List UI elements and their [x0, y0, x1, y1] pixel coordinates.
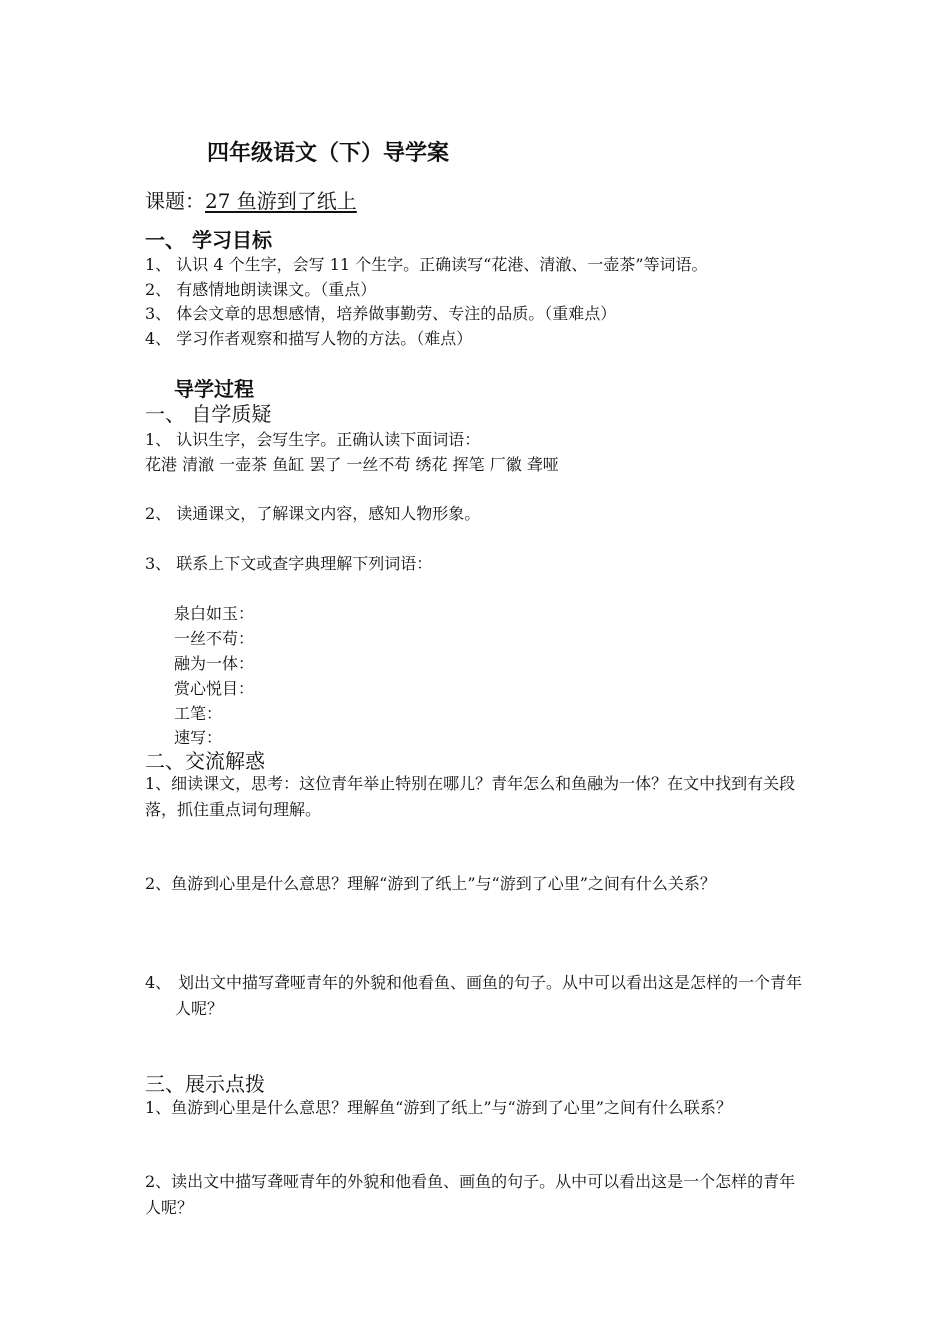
- term-3: 融为一体：: [174, 654, 255, 673]
- display-q1: 1、鱼游到心里是什么意思？理解鱼“游到了纸上”与“游到了心里”之间有什么联系？: [145, 1098, 732, 1117]
- exchange-q1: 1、细读课文，思考：这位青年举止特别在哪儿？青年怎么和鱼融为一体？在文中找到有关段落，抓住重点词句理解。: [145, 774, 796, 819]
- term-2: 一丝不苟：: [174, 629, 255, 648]
- goal-item-1: 1、 认识 4 个生字，会写 11 个生字。正确读写“花港、清澈、一壶茶”等词语。: [145, 255, 708, 274]
- lesson-name: 27 鱼游到了纸上: [205, 189, 357, 213]
- term-5: 工笔：: [174, 704, 223, 723]
- lesson-label: 课题：: [145, 189, 205, 213]
- lesson-line: [145, 185, 357, 214]
- term-1: 泉白如玉：: [174, 604, 255, 623]
- goal-item-4: 4、 学习作者观察和描写人物的方法。（难点）: [145, 329, 473, 348]
- goal-item-2: 2、 有感情地朗读课文。（重点）: [145, 280, 377, 299]
- document-title: 四年级语文（下）导学案: [207, 140, 450, 166]
- self-study-q3: 3、 联系上下文或查字典理解下列词语：: [145, 554, 433, 573]
- goal-item-3: 3、 体会文章的思想感情，培养做事勤劳、专注的品质。（重难点）: [145, 304, 617, 323]
- self-study-q2: 2、 读通课文，了解课文内容，感知人物形象。: [145, 504, 481, 523]
- exchange-q2: 2、鱼游到心里是什么意思？理解“游到了纸上”与“游到了心里”之间有什么关系？: [145, 874, 716, 893]
- exchange-heading: 二、交流解惑: [145, 749, 265, 773]
- display-heading: 三、展示点拨: [145, 1072, 265, 1096]
- self-study-heading: 一、 自学质疑: [145, 402, 272, 426]
- self-study-q1: 1、 认识生字，会写生字。正确认读下面词语：: [145, 430, 481, 449]
- goals-heading: 一、 学习目标: [145, 228, 272, 252]
- vocabulary-words: 花港 清澈 一壶茶 鱼缸 罢了 一丝不苟 绣花 挥笔 厂徽 聋哑: [145, 455, 559, 474]
- exchange-q4-number: 4、: [145, 973, 172, 992]
- display-q2: 2、读出文中描写聋哑青年的外貌和他看鱼、画鱼的句子。从中可以看出这是一个怎样的青年人呢？: [145, 1172, 796, 1217]
- term-4: 赏心悦目：: [174, 679, 255, 698]
- term-6: 速写：: [174, 728, 223, 747]
- process-heading: 导学过程: [174, 377, 254, 401]
- exchange-q4: [145, 970, 810, 1022]
- exchange-q4-text: 划出文中描写聋哑青年的外貌和他看鱼、画鱼的句子。从中可以看出这是怎样的一个青年人呢？: [175, 973, 803, 1018]
